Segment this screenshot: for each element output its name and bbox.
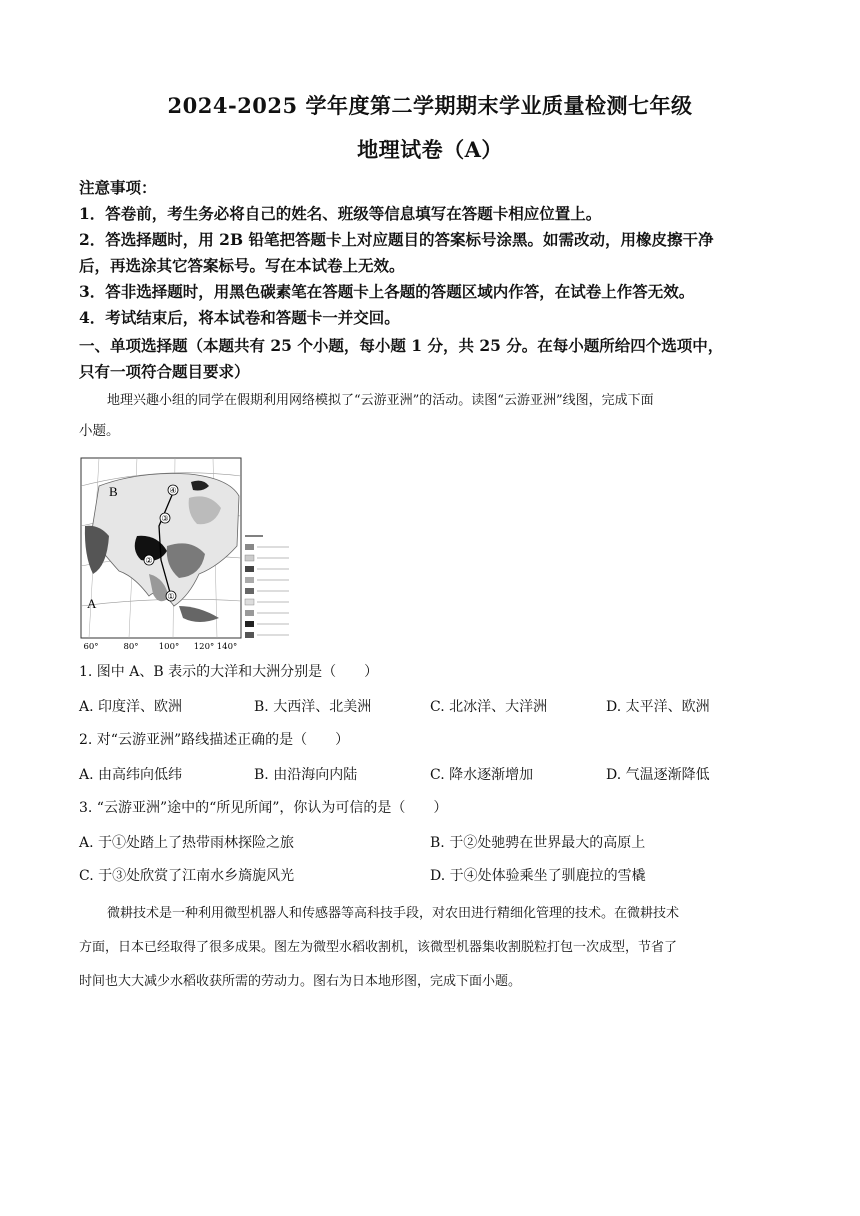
question-2-option-d[interactable]: D. 气温逐渐降低	[606, 767, 710, 783]
x-tick-100: 100°	[158, 642, 180, 652]
question-2-option-b[interactable]: B. 由沿海向内陆	[254, 767, 358, 783]
asia-route-map	[79, 456, 305, 652]
x-tick-60: 60°	[83, 642, 99, 652]
notice-item-1: 1．答卷前，考生务必将自己的姓名、班级等信息填写在答题卡相应位置上。	[79, 204, 602, 223]
notice-item-4: 4．考试结束后，将本试卷和答题卡一并交回。	[79, 308, 400, 327]
notice-item-2a: 2．答选择题时，用 2B 铅笔把答题卡上对应题目的答案标号涂黑。如需改动，用橡皮擦干净	[79, 230, 714, 249]
section-heading-line2: 只有一项符合题目要求）	[79, 362, 250, 381]
passage-1-line1: 地理兴趣小组的同学在假期利用网络模拟了“云游亚洲”的活动。读图“云游亚洲”线图，完成下面	[107, 393, 654, 408]
question-1-option-c[interactable]: C. 北冰洋、大洋洲	[430, 699, 548, 715]
x-tick-120: 120°	[193, 642, 215, 652]
passage-1-line2: 小题。	[79, 423, 120, 439]
question-3-option-c[interactable]: C. 于③处欣赏了江南水乡旖旎风光	[79, 868, 295, 884]
notice-item-2b: 后，再选涂其它答案标号。写在本试卷上无效。	[79, 256, 405, 275]
passage-2-line1: 微耕技术是一种利用微型机器人和传感器等高科技手段，对农田进行精细化管理的技术。在微耕技术	[107, 906, 680, 921]
question-1-option-b[interactable]: B. 大西洋、北美洲	[254, 699, 372, 715]
x-tick-140: 140°	[216, 642, 238, 652]
question-2-option-c[interactable]: C. 降水逐渐增加	[430, 767, 534, 783]
question-1-stem: 1. 图中 A、B 表示的大洋和大洲分别是（ ）	[79, 664, 379, 680]
question-3-option-d[interactable]: D. 于④处体验乘坐了驯鹿拉的雪橇	[430, 868, 646, 884]
passage-1	[79, 386, 785, 446]
question-3-option-a[interactable]: A. 于①处踏上了热带雨林探险之旅	[79, 835, 295, 851]
question-2-option-a[interactable]: A. 由高纬向低纬	[79, 767, 183, 783]
question-1-option-d[interactable]: D. 太平洋、欧洲	[606, 699, 710, 715]
map-label-b: B	[109, 484, 118, 499]
route-mark-1: ①	[167, 592, 175, 601]
passage-2-line2: 方面，日本已经取得了很多成果。图左为微型水稻收割机，该微型机器集收割脱粒打包一次成型，节省了	[79, 940, 678, 955]
question-3-stem: 3. “云游亚洲”途中的“所见所闻”，你认为可信的是（ ）	[79, 800, 448, 816]
route-mark-4: ④	[169, 486, 177, 495]
section-heading-line1: 一、单项选择题（本题共有 25 个小题，每小题 1 分，共 25 分。在每小题所给四个选项中，	[79, 336, 724, 355]
question-1-option-a[interactable]: A. 印度洋、欧洲	[79, 699, 183, 715]
notice-heading: 注意事项：	[79, 178, 157, 197]
passage-2	[79, 897, 785, 999]
question-3-option-b[interactable]: B. 于②处驰骋在世界最大的高原上	[430, 835, 646, 851]
route-mark-3: ③	[161, 514, 169, 523]
question-2-stem: 2. 对“云游亚洲”路线描述正确的是（ ）	[79, 732, 350, 748]
notice-item-3: 3．答非选择题时，用黑色碳素笔在答题卡上各题的答题区域内作答，在试卷上作答无效。	[79, 282, 695, 301]
route-mark-2: ②	[145, 556, 153, 565]
map-label-a: A	[87, 596, 97, 611]
exam-title: 2024-2025 学年度第二学期期末学业质量检测七年级	[167, 93, 693, 118]
exam-subtitle: 地理试卷（A）	[357, 137, 503, 162]
x-tick-80: 80°	[123, 642, 139, 652]
passage-2-line3: 时间也大大减少水稻收获所需的劳动力。图右为日本地形图，完成下面小题。	[79, 974, 522, 989]
